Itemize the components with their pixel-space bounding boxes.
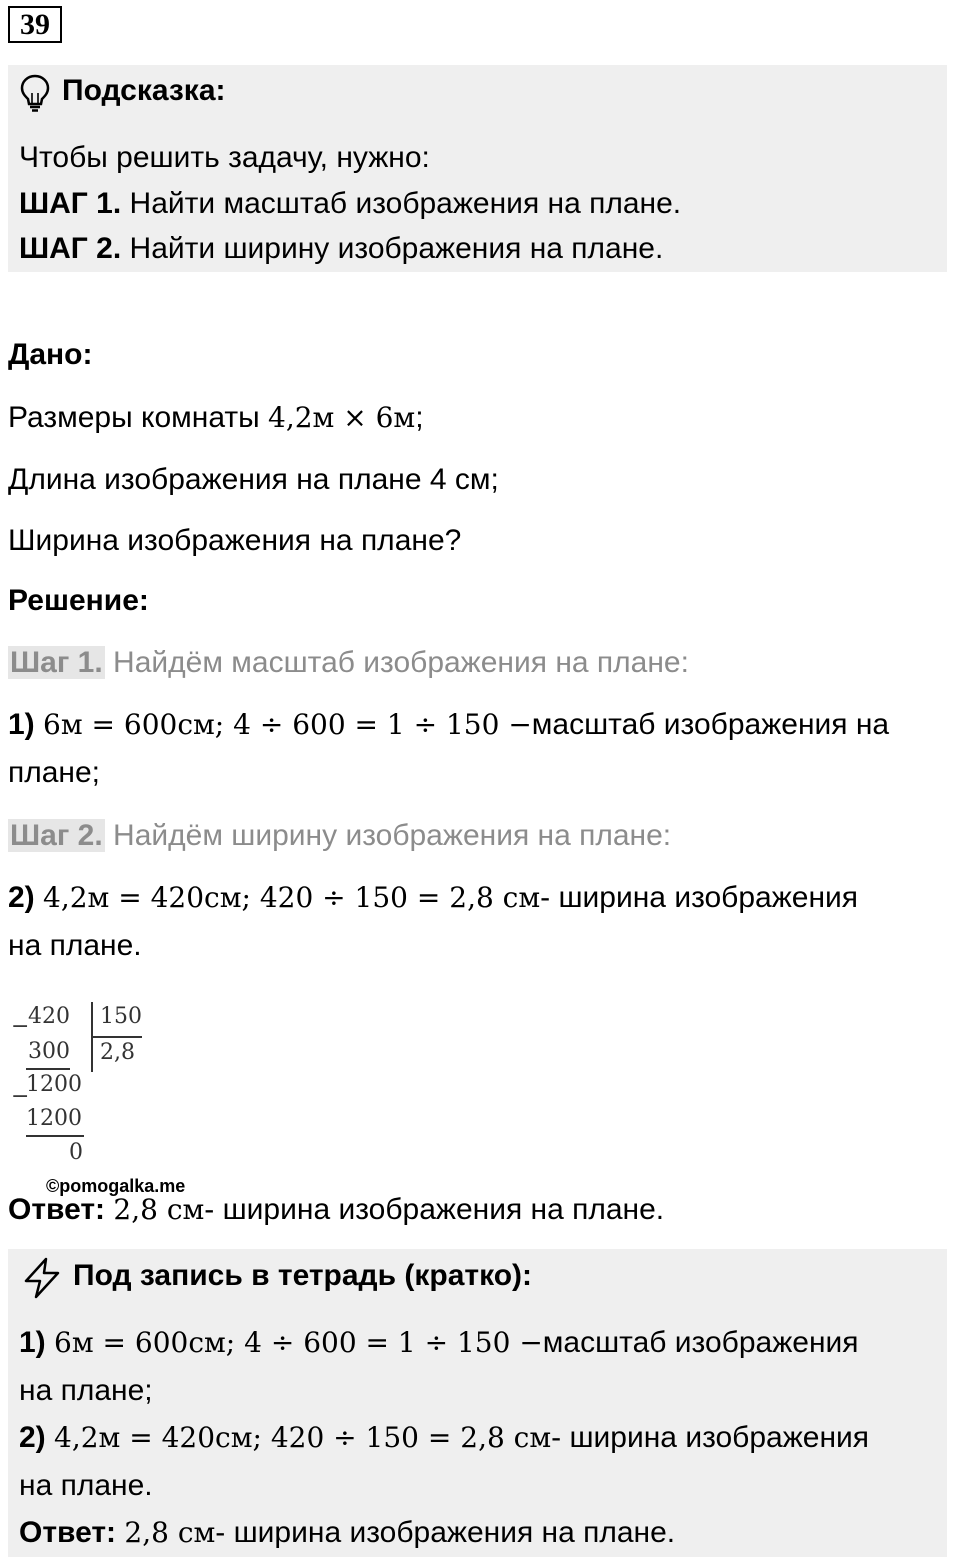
s1-math: 6м = 600см; 4 ÷ 600 = 1 ÷ 150 −: [43, 708, 532, 741]
division-dividend: 420: [28, 1004, 70, 1029]
division-minus-1: −: [11, 1014, 30, 1039]
hint-step1-text: Найти масштаб изображения на плане.: [129, 187, 682, 220]
hint-step1: [19, 186, 681, 222]
hint-step2: [19, 231, 663, 267]
division-quotient-line: [92, 1036, 142, 1038]
given-line1-text: Размеры комнаты: [8, 401, 269, 434]
division-underline-2: [26, 1135, 84, 1137]
answer-text: - ширина изображения на плане.: [204, 1193, 665, 1226]
step1-tag: Шаг 1.: [10, 646, 103, 679]
answer-line: [8, 1192, 664, 1228]
solution-title: Решение:: [8, 584, 149, 617]
step2-tag: Шаг 2.: [10, 819, 103, 852]
division-divisor: 150: [100, 1004, 142, 1029]
short-l1-cont: на плане;: [19, 1374, 153, 1407]
short-l2-cont: на плане.: [19, 1469, 153, 1502]
division-sub2: 1200: [26, 1106, 82, 1131]
short-l2-num: 2): [19, 1421, 46, 1454]
short-line2: [19, 1420, 869, 1456]
long-division: [8, 1000, 158, 1170]
step2-text: Найдём ширину изображения на плане:: [113, 819, 672, 852]
short-answer: [19, 1515, 675, 1551]
short-l1-num: 1): [19, 1326, 46, 1359]
solution-line1: [8, 707, 889, 743]
short-l2-text: - ширина изображения: [551, 1421, 870, 1454]
task-number: 39: [8, 6, 62, 43]
division-underline-1: [26, 1068, 70, 1070]
solution-line2: [8, 880, 858, 916]
hint-step2-label: ШАГ 2.: [19, 232, 122, 265]
hint-title: Подсказка:: [62, 74, 226, 107]
given-line3: Ширина изображения на плане?: [8, 524, 462, 557]
division-quotient: 2,8: [100, 1040, 135, 1065]
answer-math: 2,8 см: [113, 1193, 205, 1226]
short-answer-math: 2,8 см: [124, 1516, 216, 1549]
solution-step2: [8, 818, 671, 854]
division-rem1: 1200: [26, 1072, 82, 1097]
s1-text: масштаб изображения на: [531, 708, 890, 741]
hint-step2-text: Найти ширину изображения на плане.: [129, 232, 664, 265]
short-record-title: Под запись в тетрадь (кратко):: [73, 1259, 533, 1292]
given-line1-end: ;: [415, 401, 424, 434]
short-answer-text: - ширина изображения на плане.: [215, 1516, 676, 1549]
step1-text: Найдём масштаб изображения на плане:: [113, 646, 689, 679]
short-l1-math: 6м = 600см; 4 ÷ 600 = 1 ÷ 150 −: [54, 1326, 543, 1359]
hint-step1-label: ШАГ 1.: [19, 187, 122, 220]
s2-num: 2): [8, 881, 35, 914]
watermark: ©pomogalka.me: [46, 1176, 186, 1196]
s1-num: 1): [8, 708, 35, 741]
s2-math: 4,2м = 420см; 420 ÷ 150 = 2,8 см: [43, 881, 541, 914]
short-l2-math: 4,2м = 420см; 420 ÷ 150 = 2,8 см: [54, 1421, 552, 1454]
solution-step1: [8, 645, 689, 681]
lightbulb-icon: [18, 73, 52, 113]
s2-cont: на плане.: [8, 929, 142, 962]
given-title: Дано:: [8, 338, 93, 371]
division-sub1: 300: [28, 1039, 70, 1064]
short-answer-label: Ответ:: [19, 1516, 117, 1549]
s1-cont: плане;: [8, 756, 101, 789]
lightning-icon: [20, 1256, 64, 1300]
division-minus-2: −: [11, 1084, 30, 1109]
short-line1: [19, 1325, 859, 1361]
division-rem2: 0: [69, 1140, 83, 1165]
given-line1: [8, 400, 424, 436]
answer-label: Ответ:: [8, 1193, 106, 1226]
given-line1-math: 4,2м × 6м: [268, 401, 416, 434]
short-l1-text: масштаб изображения: [542, 1326, 859, 1359]
hint-intro: Чтобы решить задачу, нужно:: [19, 141, 430, 174]
given-line2: Длина изображения на плане 4 см;: [8, 463, 499, 496]
s2-text: - ширина изображения: [540, 881, 859, 914]
